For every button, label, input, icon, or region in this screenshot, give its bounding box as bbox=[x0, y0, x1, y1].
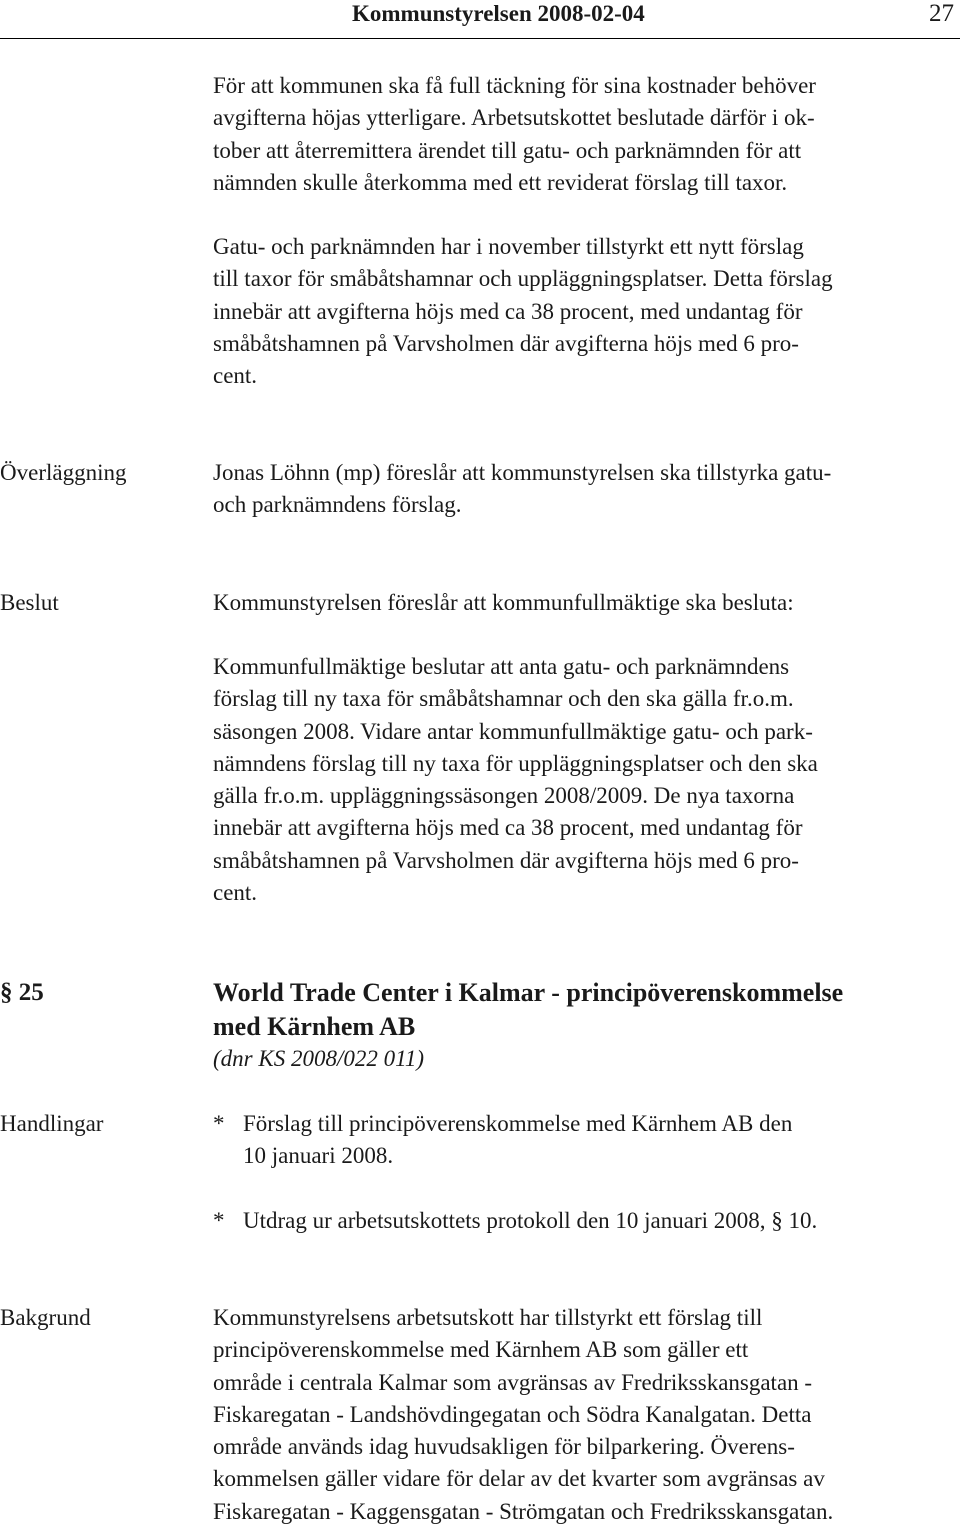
section-dnr: (dnr KS 2008/022 011) bbox=[213, 1046, 425, 1071]
handlingar-item-text: Förslag till principöverenskommelse med Kärnhem AB den bbox=[243, 1111, 793, 1136]
handlingar-item bbox=[213, 1205, 817, 1237]
page-header-title: Kommunstyrelsen 2008-02-04 bbox=[352, 1, 645, 26]
paragraph-line: säsongen 2008. Vidare antar kommunfullmäktige gatu- och park- bbox=[213, 718, 813, 744]
paragraph-line: Fiskaregatan - Kaggensgatan - Strömgatan och Fredriksskansgatan. bbox=[213, 1498, 834, 1524]
paragraph-line: principöverenskommelse med Kärnhem AB som gäller ett bbox=[213, 1337, 749, 1363]
section-number: § 25 bbox=[0, 979, 44, 1006]
paragraph-line: småbåtshamnen på Varvsholmen där avgifterna höjs med 6 pro- bbox=[213, 847, 799, 873]
paragraph-kostnader bbox=[213, 70, 816, 199]
section-title-line: World Trade Center i Kalmar - principöverenskommelse bbox=[213, 978, 844, 1007]
paragraph-line: nämnden skulle återkomma med ett reviderat förslag till taxor. bbox=[213, 169, 788, 195]
paragraph-line: och parknämndens förslag. bbox=[213, 492, 462, 518]
paragraph-line: till taxor för småbåtshamnar och uppläggningsplatser. Detta förslag bbox=[213, 266, 833, 292]
paragraph-line: förslag till ny taxa för småbåtshamnar och den ska gälla fr.o.m. bbox=[213, 686, 794, 712]
paragraph-line: tober att återremittera ärendet till gatu- och parknämnden för att bbox=[213, 137, 802, 163]
paragraph-line: avgifterna höjas ytterligare. Arbetsutskottet beslutade därför i ok- bbox=[213, 105, 815, 131]
header-divider bbox=[0, 38, 960, 39]
handlingar-item-continuation: 10 januari 2008. bbox=[243, 1143, 394, 1169]
paragraph-line: Jonas Löhnn (mp) föreslår att kommunstyrelsen ska tillstyrka gatu- bbox=[213, 460, 832, 485]
overlaggning-text bbox=[213, 457, 831, 522]
page-number: 27 bbox=[929, 0, 954, 27]
handlingar-item bbox=[213, 1108, 792, 1173]
paragraph-line: Kommunstyrelsens arbetsutskott har tillstyrkt ett förslag till bbox=[213, 1305, 763, 1330]
paragraph-line: Fiskaregatan - Landshövdingegatan och Södra Kanalgatan. Detta bbox=[213, 1401, 812, 1427]
paragraph-line: För att kommunen ska få full täckning för sina kostnader behöver bbox=[213, 73, 816, 98]
section-title-line: med Kärnhem AB bbox=[213, 1011, 416, 1041]
paragraph-line: Kommunfullmäktige beslutar att anta gatu- och parknämndens bbox=[213, 654, 790, 679]
paragraph-line: innebär att avgifterna höjs med ca 38 procent, med undantag för bbox=[213, 815, 803, 841]
handlingar-item-text: Utdrag ur arbetsutskottets protokoll den 10 januari 2008, § 10. bbox=[243, 1208, 818, 1233]
beslut-intro: Kommunstyrelsen föreslår att kommunfullmäktige ska besluta: bbox=[213, 590, 794, 615]
paragraph-line: kommelsen gäller vidare för delar av det kvarter som avgränsas av bbox=[213, 1466, 825, 1492]
paragraph-line: gälla fr.o.m. uppläggningssäsongen 2008/2009. De nya taxorna bbox=[213, 783, 795, 809]
bakgrund-label: Bakgrund bbox=[0, 1305, 91, 1330]
beslut-text bbox=[213, 651, 818, 909]
paragraph-line: innebär att avgifterna höjs med ca 38 procent, med undantag för bbox=[213, 298, 803, 324]
paragraph-line: cent. bbox=[213, 880, 258, 906]
beslut-label: Beslut bbox=[0, 590, 59, 615]
section-title bbox=[213, 976, 843, 1043]
paragraph-gatu-parknamnden bbox=[213, 231, 833, 392]
handlingar-item-line bbox=[213, 1205, 817, 1237]
bullet-star: * bbox=[213, 1208, 225, 1233]
bakgrund-text bbox=[213, 1302, 833, 1528]
handlingar-item-line bbox=[213, 1108, 792, 1140]
bullet-star: * bbox=[213, 1111, 225, 1136]
paragraph-line: område i centrala Kalmar som avgränsas av Fredriksskansgatan - bbox=[213, 1369, 813, 1395]
paragraph-line: småbåtshamnen på Varvsholmen där avgifterna höjs med 6 pro- bbox=[213, 330, 799, 356]
overlaggning-label: Överläggning bbox=[0, 460, 127, 485]
paragraph-line: område används idag huvudsakligen för bilparkering. Överens- bbox=[213, 1434, 795, 1460]
paragraph-line: cent. bbox=[213, 363, 258, 389]
handlingar-label: Handlingar bbox=[0, 1111, 104, 1136]
paragraph-line: nämndens förslag till ny taxa för uppläggningsplatser och den ska bbox=[213, 750, 818, 776]
paragraph-line: Gatu- och parknämnden har i november tillstyrkt ett nytt förslag bbox=[213, 234, 804, 259]
